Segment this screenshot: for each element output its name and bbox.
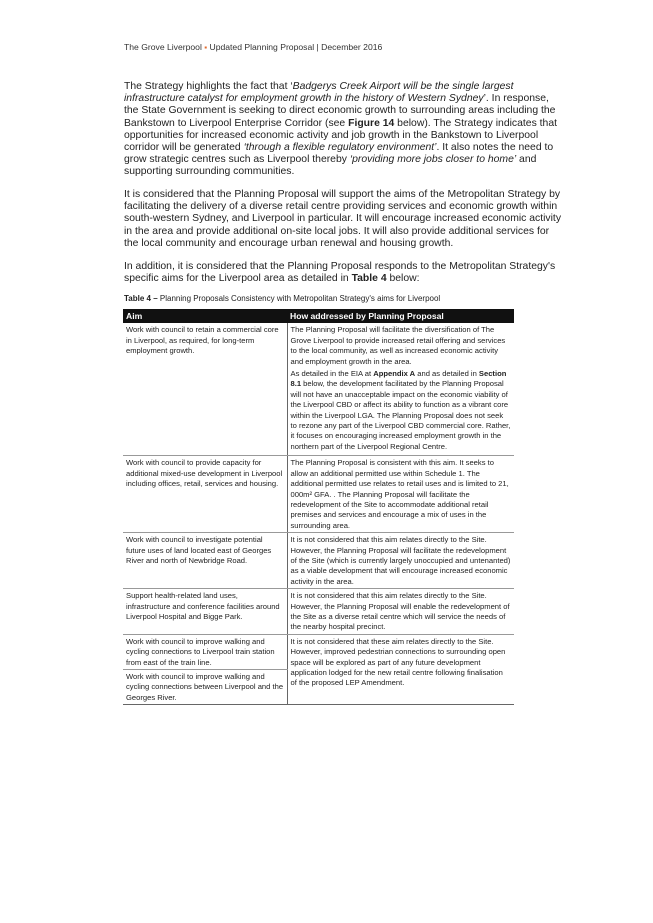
how-cell: It is not considered that this aim relates directly to the Site. However, the Planning Proposal will facilitate the redevelopment of the Site (which is currently largely unoccupied and untenanted) as a viable development that will encourage increased economic activity in the area. [287,533,514,589]
para1-quote-airport: Badgerys Creek Airport will be the single largest infrastructure catalyst for employment growth in the history of Western Sydney [124,81,514,105]
how-cell [287,323,514,455]
aim-cell: Work with council to retain a commercial core in Liverpool, as required, for long-term employment growth. [123,323,287,455]
para3-text-2: below: [386,273,420,285]
para1-text-3: below). The Strategy indicates that opportunities for increased economic activity and job growth in the Bankstown to Liverpool corridor will be generated [124,117,557,154]
how-cell-paragraph: The Planning Proposal will facilitate the diversification of The Grove Liverpool to provide increased retail offering and services to the local community, as well as increased economic activity and employment growth in the area. [290,325,506,366]
consistency-table [123,309,514,705]
aim-cell: Work with council to improve walking and cycling connections between Liverpool and the Georges River. [123,670,287,705]
header-separator: ▪ [204,43,208,52]
table-row [123,323,514,455]
page-header [124,42,382,52]
how-cell: It is not considered that these aim relates directly to the Site. However, improved pedestrian connections to surrounding open space will be explored as part of any future development application lodged for the new retail centre following finalisation of the proposed LEP Amendment. [287,634,514,704]
para1-text-2: ’. In response, the State Government is seeking to direct economic growth to surrounding areas including the Bankstown to Liverpool Enterprise Corridor (see [124,93,556,129]
paragraph-strategy [124,81,564,179]
aim-cell: Work with council to provide capacity for additional mixed-use development in Liverpool including offices, retail, services and housing. [123,456,287,533]
paragraph-support: It is considered that the Planning Proposal will support the aims of the Metropolitan Strategy by facilitating the delivery of a diverse retail centre providing services and economic growth within south-western Sydney, and Liverpool in particular. It will encourage increased economic activity in the area and provide additional on-site local jobs. It will also provide additional services for the local community and encourage urban renewal and housing growth. [124,189,562,249]
para1-figure-ref: Figure 14 [348,117,395,129]
how-text: below, the development facilitated by the Planning Proposal will not have an unacceptable impact on the economic viability of the Liverpool CBD or affect its ability to function as a vibrant core within the Liverpool LGA. The Planning Proposal does not seek to rezone any part of the Liverpool CBD commercial core. Rather, it focuses on encouraging increased employment growth in the northern part of the Liverpool Regional Centre. [290,379,511,451]
aim-cell: Support health-related land uses, infrastructure and conference facilities around Liverpool Hospital and Bigge Park. [123,589,287,635]
para1-text-1: The Strategy highlights the fact that ‘ [124,81,293,92]
how-text: As detailed in the EIA at [290,369,374,379]
header-subtitle: Updated Planning Proposal | December 2016 [209,42,383,52]
table-row [123,456,514,533]
header-doc-name: The Grove Liverpool [124,42,202,52]
how-cell-paragraph [291,369,512,452]
para1-quote-jobs: ‘providing more jobs closer to home’ [349,154,517,166]
paragraph-addition [124,261,564,285]
para3-table-ref: Table 4 [351,273,387,285]
how-text: and as detailed in [415,369,479,379]
para1-text-4: . It also notes the need to grow strategic centres such as Liverpool thereby [124,142,554,166]
header-aim: Aim [123,309,287,323]
aim-cell: Work with council to investigate potential future uses of land located east of Georges River and north of Newbridge Road. [123,533,287,589]
how-cell: The Planning Proposal is consistent with this aim. It seeks to allow an additional permitted use within Schedule 1. The additional permitted use relates to retail uses and is limited to 21, 000m² GFA. . The Planning Proposal will facilitate the redevelopment of the Site to accommodate additional retail premises and services and encourage a mix of uses in the surrounding area. [287,456,514,533]
table-row [123,589,514,635]
para1-text-5: and supporting surrounding communities. [124,154,537,178]
para1-quote-regulatory: ‘through a flexible regulatory environment’ [243,142,437,154]
how-cell: It is not considered that this aim relates directly to the Site. However, the Planning Proposal will enable the redevelopment of the Site as a diverse retail centre which will service the needs of the nearby hospital precinct. [287,589,514,635]
header-how-addressed: How addressed by Planning Proposal [287,309,514,323]
para3-text-1: In addition, it is considered that the Planning Proposal responds to the Metropolitan Strategy's specific aims for the Liverpool area as detailed in [124,261,556,285]
table-row [123,533,514,589]
section-ref: Section 8.1 [290,369,507,389]
table-caption [124,294,440,303]
appendix-ref: Appendix A [373,369,416,379]
table-row [123,634,514,669]
table-header-row [123,309,514,323]
table-caption-text: Planning Proposals Consistency with Metropolitan Strategy's aims for Liverpool [157,294,441,303]
table-caption-label: Table 4 – [124,294,158,303]
aim-cell: Work with council to improve walking and cycling connections to Liverpool train station from east of the train line. [123,634,287,669]
